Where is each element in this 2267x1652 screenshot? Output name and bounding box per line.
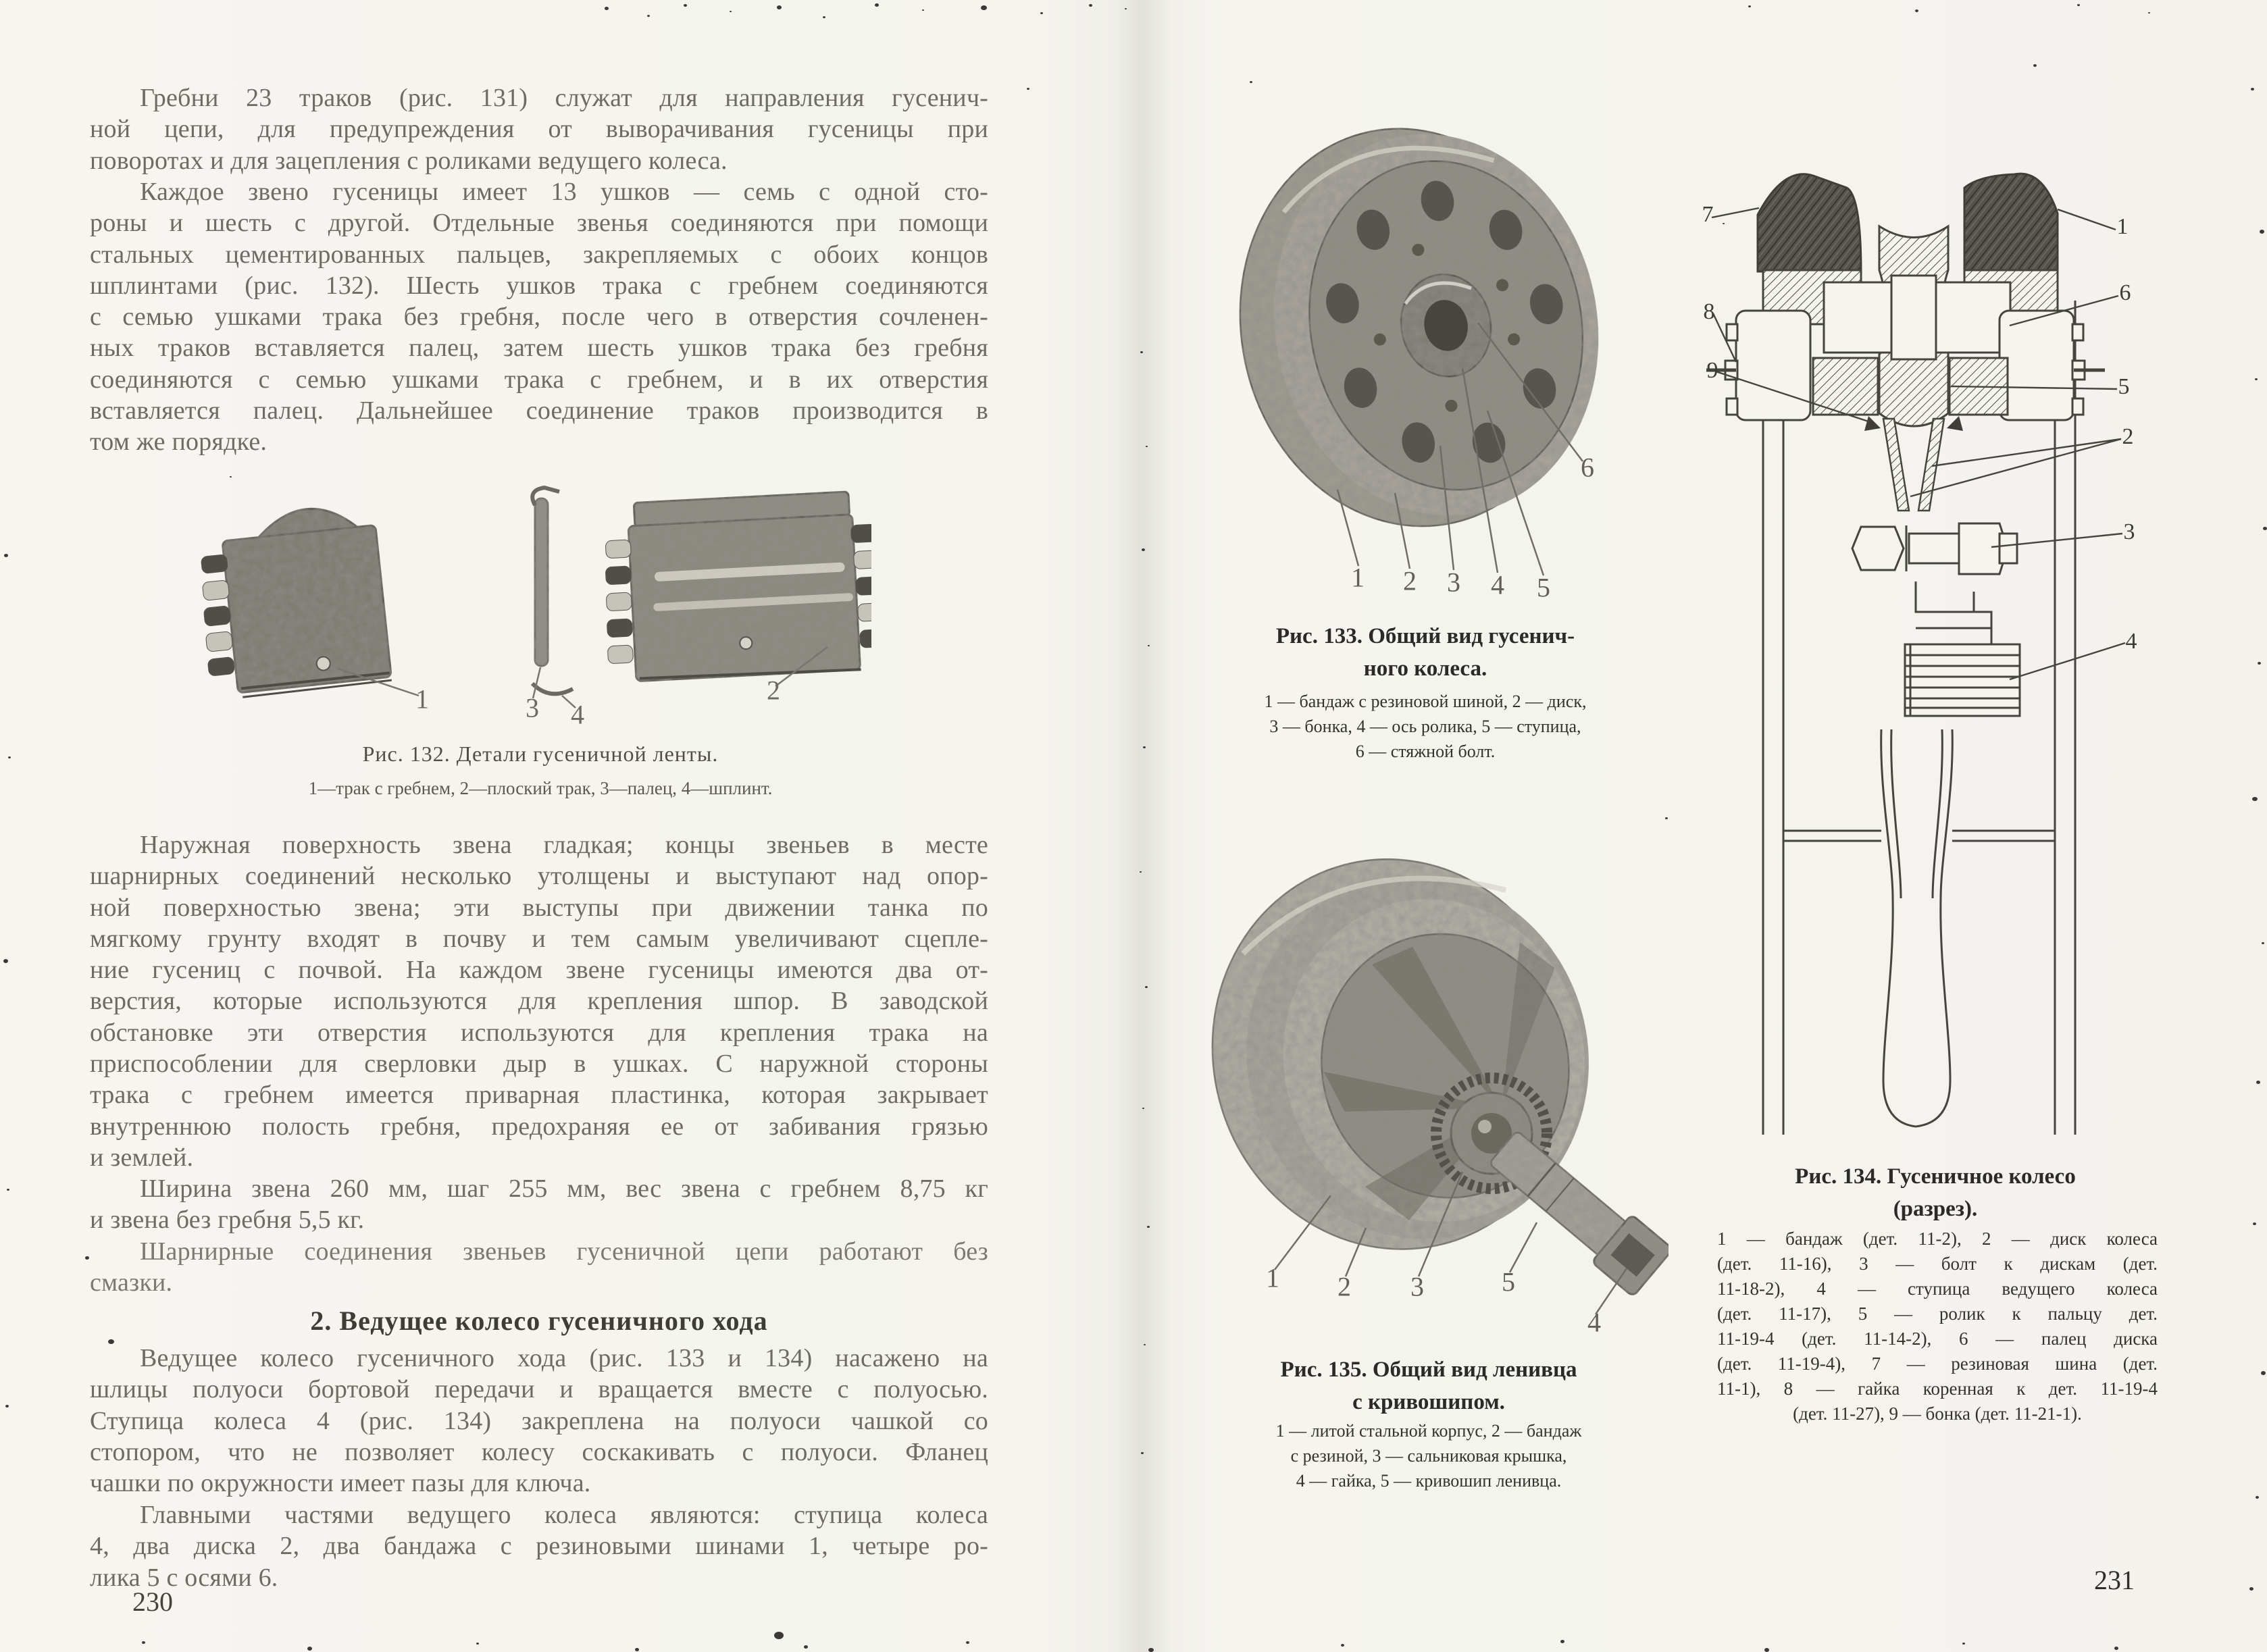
figure-133-legend: 1 — бандаж с резиновой шиной, 2 — диск, 3 — бонка, 4 — ось ролика, 5 — ступица, 6 — стяжной болт. <box>1264 692 1587 761</box>
fig134-callout-5: 5 <box>2118 374 2130 399</box>
disk-web-left <box>1883 419 1909 511</box>
hub-flange <box>1916 582 1991 644</box>
paragraph: Каждое звено гусеницы имеет 13 ушков — семь с одной сто- роны и шесть с другой. Отдельные звенья соединяются при помощи стальных цементированных пальцев, закрепляемых с обоих концов шплинтами (рис. 132). Шесть ушков трака с гребнем соединяются с семью ушками трака без гребня, после чего в отверстия сочленен- ных траков вставляется палец, затем шесть ушков трака без гребня соединяются с семью ушками трака с гребнем, и в их отверстия вставляется палец. Дальнейшее соединение траков производится в том же порядке. <box>90 178 988 457</box>
fig132-callout-4: 4 <box>571 699 584 730</box>
castellated-nut-right <box>1999 311 2105 420</box>
figure-133-drive-wheel-photo <box>1236 95 1669 608</box>
disk-bolt <box>1852 523 2017 574</box>
page-gutter <box>1116 0 1170 1652</box>
fig133-callout-2: 2 <box>1403 565 1417 596</box>
fig134-callout-9: 9 <box>1706 358 1718 383</box>
fig135-callout-3: 3 <box>1410 1271 1424 1302</box>
figure-133-caption: Рис. 133. Общий вид гусенич- ного колеса. <box>1275 624 1575 681</box>
fig134-callout-4: 4 <box>2125 629 2137 654</box>
paragraph: Гребни 23 траков (рис. 131) служат для направления гусенич- ной цепи, для предупреждения от выворачивания гусеницы при поворотах и для зацепления с роликами ведущего колеса. <box>90 84 988 175</box>
fig135-callout-2: 2 <box>1338 1271 1351 1302</box>
flat-track <box>600 490 871 683</box>
figure-132-track-parts-illustration <box>95 466 871 736</box>
fig133-callout-1: 1 <box>1351 562 1365 593</box>
figure-132-caption: Рис. 132. Детали гусеничной ленты. <box>362 742 719 766</box>
fig133-callout-4: 4 <box>1491 569 1504 600</box>
paragraph: Ширина звена 260 мм, шаг 255 мм, вес звена с гребнем 8,75 кг и звена без гребня 5,5 кг. <box>90 1175 988 1235</box>
fig134-callout-8: 8 <box>1703 299 1715 324</box>
page-number-230: 230 <box>132 1586 173 1617</box>
fig135-callout-5: 5 <box>1502 1266 1515 1297</box>
figure-134-cross-section-drawing <box>1669 101 2141 1155</box>
splined-hub <box>1905 644 2020 716</box>
fig134-callout-1: 1 <box>2116 214 2129 239</box>
paragraph: Шарнирные соединения звеньев гусеничной цепи работают без смазки. <box>90 1237 988 1297</box>
fig134-callout-2: 2 <box>2122 424 2134 449</box>
fig133-callout-5: 5 <box>1537 572 1550 603</box>
fig132-callout-1: 1 <box>415 683 429 715</box>
fig132-callout-3: 3 <box>526 692 539 723</box>
fig134-callout-7: 7 <box>1702 202 1714 227</box>
figure-132-legend: 1—трак с гребнем, 2—плоский трак, 3—палец, 4—шплинт. <box>308 778 773 798</box>
seal-left <box>1864 416 1881 431</box>
drive-wheel <box>1236 95 1635 558</box>
lower-tube <box>1881 729 1953 1127</box>
rubber-tyre-left <box>1758 174 1861 272</box>
paragraph: Наружная поверхность звена гладкая; концы звеньев в месте шарнирных соединений несколько утолщены и выступают над опор- ной поверхностью звена; эти выступы при движении танка по мягкому грунту входят в почву и тем самым увеличивают сцепле- ние гусениц с почвой. На каждом звене гусеницы имеются два от- верстия, которые используются для крепления шпор. В заводской обстановке эти отверстия используются для крепления трака на приспособлении для сверловки дыр в ушках. С наружной стороны трака с гребнем имеется приварная пластинка, которая закрывает внутреннюю полость гребня, предохраняя ее от забивания грязью и землей. <box>90 831 988 1172</box>
castellated-nut-left <box>1706 311 1810 420</box>
seal-right <box>1947 416 1963 431</box>
fig132-callout-2: 2 <box>767 675 780 706</box>
figure-135-caption: Рис. 135. Общий вид ленивца с кривошипом. <box>1280 1358 1577 1414</box>
figure-134-legend: 1 — бандаж (дет. 11-2), 2 — диск колеса (дет. 11-16), 3 — болт к дискам (дет. 11-18-2), 4 — ступица ведущего колеса (дет. 11-17), 5 — ролик к пальцу дет. 11-19-4 (дет. 11-14-2), 6 — палец диска (дет. 11-19-4), 7 — резиновая шина (дет. 11-1), 8 — гайка коренная к дет. 11-19-4 (дет. 11-27), 9 — бонка (дет. 11-21-1). <box>1717 1229 2158 1424</box>
track-pin <box>532 488 559 666</box>
fig133-callout-3: 3 <box>1447 567 1460 598</box>
section-heading: 2. Ведущее колесо гусеничного хода <box>310 1306 768 1336</box>
fig134-callout-6: 6 <box>2119 280 2131 305</box>
paragraph: Главными частями ведущего колеса являются: ступица колеса 4, два диска 2, два бандажа с резиновыми шинами 1, четыре ро- лика 5 с осями 6. <box>90 1501 988 1592</box>
paragraph: Ведущее колесо гусеничного хода (рис. 133 и 134) насажено на шлицы полуоси бортовой передачи и вращается вместе с полуосью. Ступица колеса 4 (рис. 134) закреплена на полуоси чашкой со стопором, что не позволяет колесу соскакивать с полуоси. Фланец чашки по окружности имеет пазы для ключа. <box>90 1344 988 1498</box>
figure-134-caption: Рис. 134. Гусеничное колесо (разрез). <box>1795 1164 2076 1221</box>
track-with-ridge <box>193 502 392 701</box>
page-number-231: 231 <box>2094 1565 2135 1595</box>
fig135-callout-1: 1 <box>1266 1262 1279 1293</box>
rubber-tyre-right <box>1964 174 2058 270</box>
fig133-callout-6: 6 <box>1581 452 1594 483</box>
fig134-callout-3: 3 <box>2123 519 2135 544</box>
fig135-callout-4: 4 <box>1587 1307 1601 1338</box>
figure-135-legend: 1 — литой стальной корпус, 2 — бандаж с резиной, 3 — сальниковая крышка, 4 — гайка, 5 — кривошип ленивца. <box>1275 1421 1582 1491</box>
